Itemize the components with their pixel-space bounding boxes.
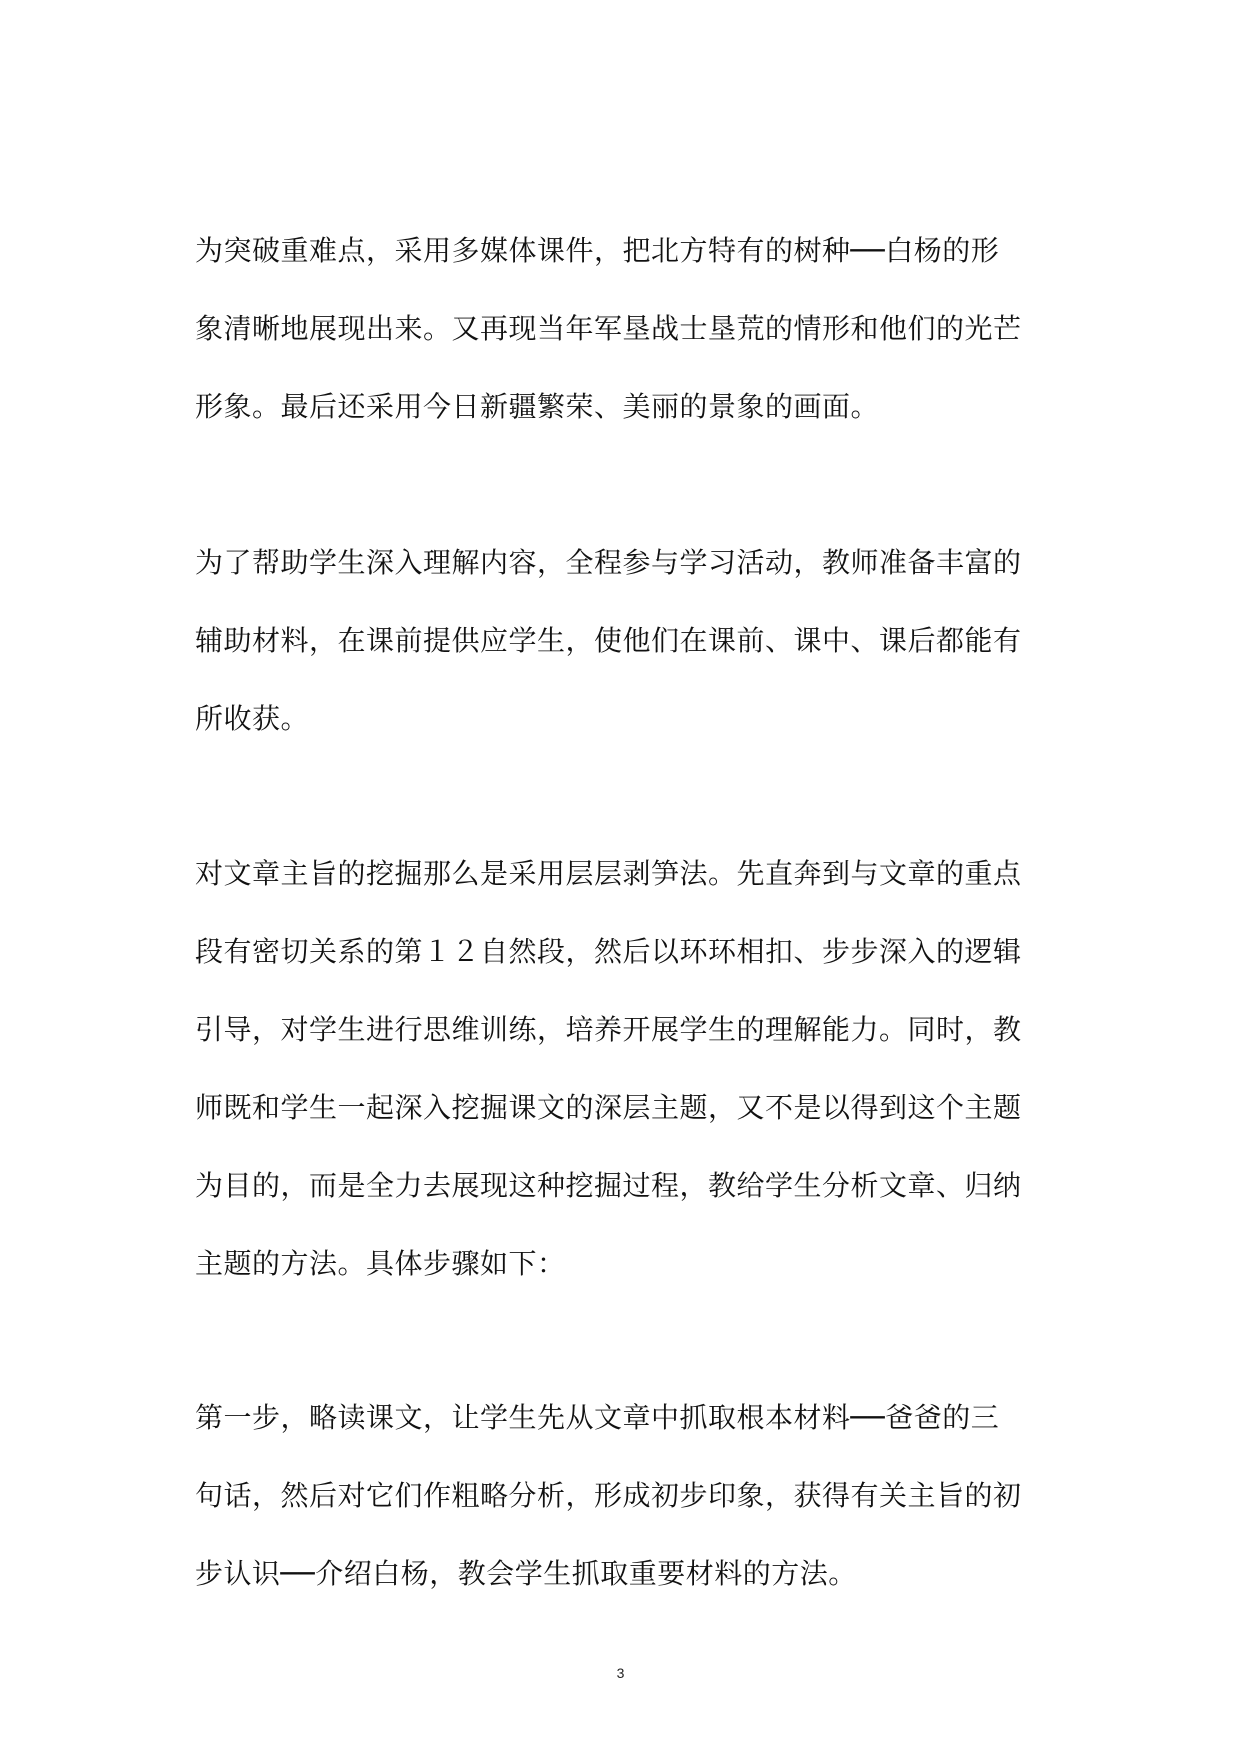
text-line: 辅助材料，在课前提供应学生，使他们在课前、课中、课后都能有 [195, 624, 1022, 657]
text-line: 师既和学生一起深入挖掘课文的深层主题，又不是以得到这个主题 [195, 1091, 1022, 1124]
paragraph-theme-method [195, 835, 1055, 1303]
text-line: 形象。最后还采用今日新疆繁荣、美丽的景象的画面。 [195, 390, 880, 423]
text-line: 为了帮助学生深入理解内容，全程参与学习活动，教师准备丰富的 [195, 546, 1022, 579]
page-number: 3 [616, 1665, 625, 1681]
text-line: 为突破重难点，采用多媒体课件，把北方特有的树种──白杨的形 [195, 234, 1000, 267]
text-line: 对文章主旨的挖掘那么是采用层层剥笋法。先直奔到与文章的重点 [195, 857, 1022, 890]
text-line: 主题的方法。具体步骤如下： [195, 1247, 566, 1280]
text-line: 步认识──介绍白杨，教会学生抓取重要材料的方法。 [195, 1557, 857, 1590]
text-line: 引导，对学生进行思维训练，培养开展学生的理解能力。同时，教 [195, 1013, 1022, 1046]
paragraph-multimedia [195, 212, 1055, 446]
text-line: 所收获。 [195, 702, 310, 735]
paragraph-materials [195, 524, 1055, 758]
text-line: 为目的，而是全力去展现这种挖掘过程，教给学生分析文章、归纳 [195, 1169, 1022, 1202]
text-line: 段有密切关系的第１２自然段，然后以环环相扣、步步深入的逻辑 [195, 935, 1022, 968]
text-line: 象清晰地展现出来。又再现当年军垦战士垦荒的情形和他们的光芒 [195, 312, 1022, 345]
paragraph-step-one [195, 1379, 1055, 1613]
text-line: 句话，然后对它们作粗略分析，形成初步印象，获得有关主旨的初 [195, 1479, 1022, 1512]
text-line: 第一步，略读课文，让学生先从文章中抓取根本材料──爸爸的三 [195, 1401, 1000, 1434]
